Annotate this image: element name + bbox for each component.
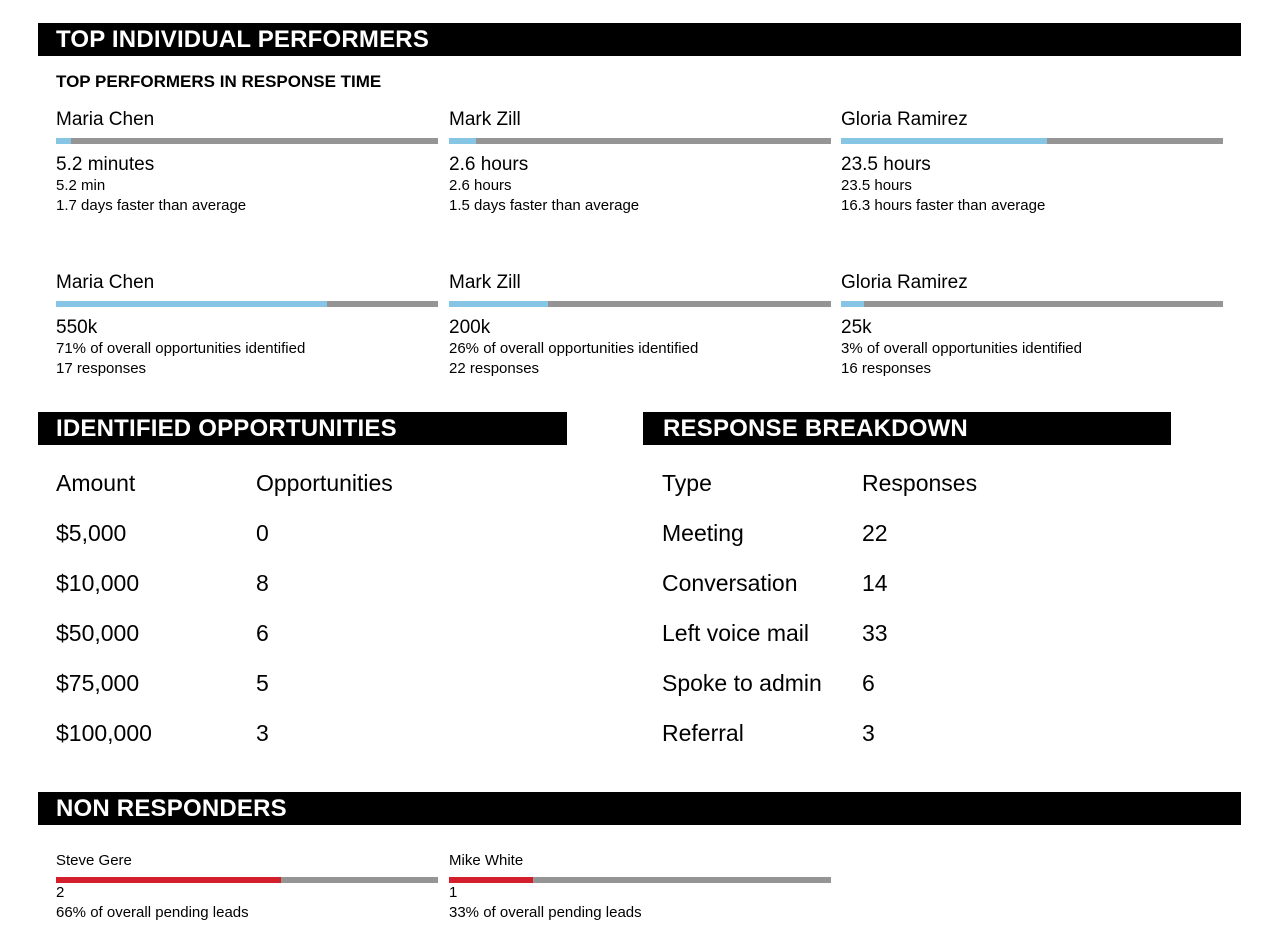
type-cell: Referral	[662, 720, 744, 746]
performer-detail: 71% of overall opportunities identified	[56, 340, 306, 357]
identified-opportunities-header	[38, 412, 567, 445]
performer-detail: 2.6 hours	[449, 177, 512, 194]
response-time-card	[449, 109, 831, 216]
opportunities-card	[56, 272, 438, 379]
performer-detail: 17 responses	[56, 360, 147, 377]
responses-cell: 14	[862, 570, 888, 596]
performer-primary-value: 550k	[56, 317, 98, 338]
amount-cell: $75,000	[56, 670, 140, 696]
non-responder-bar	[449, 877, 831, 883]
column-header-type: Type	[662, 470, 712, 496]
amount-cell: $5,000	[56, 520, 127, 546]
non-responder-bar	[56, 877, 438, 883]
performer-detail: 16 responses	[841, 360, 932, 377]
performer-name: Gloria Ramirez	[841, 272, 968, 293]
performer-detail: 26% of overall opportunities identified	[449, 340, 699, 357]
table-row	[56, 620, 393, 670]
amount-cell: $10,000	[56, 570, 140, 596]
table-row	[56, 670, 393, 720]
table-row	[662, 720, 977, 770]
type-cell: Spoke to admin	[662, 670, 822, 696]
table-row	[662, 620, 977, 670]
responses-cell: 6	[862, 670, 875, 696]
performance-bar	[56, 301, 438, 307]
response-breakdown-header	[643, 412, 1171, 445]
table-row	[662, 570, 977, 620]
performance-bar-fill	[449, 301, 548, 307]
performer-primary-value: 25k	[841, 317, 872, 338]
identified-opportunities-title: IDENTIFIED OPPORTUNITIES	[56, 415, 397, 442]
non-responder-detail: 66% of overall pending leads	[56, 904, 249, 921]
non-responder-name: Mike White	[449, 852, 524, 869]
opportunities-cell: 3	[256, 720, 269, 746]
table-header-row	[662, 470, 977, 520]
performer-primary-value: 2.6 hours	[449, 154, 529, 175]
non-responder-bar-fill	[449, 877, 533, 883]
performer-name: Mark Zill	[449, 109, 521, 130]
performance-bar-fill	[841, 301, 864, 307]
response-breakdown-title: RESPONSE BREAKDOWN	[663, 415, 968, 442]
opportunities-cell: 5	[256, 670, 269, 696]
performer-primary-value: 200k	[449, 317, 491, 338]
table-row	[662, 520, 977, 570]
top-performers-title: TOP INDIVIDUAL PERFORMERS	[56, 26, 430, 53]
type-cell: Conversation	[662, 570, 798, 596]
non-responder-name: Steve Gere	[56, 852, 132, 869]
performance-bar-fill	[449, 138, 476, 144]
performer-detail: 16.3 hours faster than average	[841, 197, 1046, 214]
performer-detail: 1.7 days faster than average	[56, 197, 247, 214]
opportunities-cell: 0	[256, 520, 269, 546]
response-time-subheading: TOP PERFORMERS IN RESPONSE TIME	[56, 72, 382, 91]
performance-bar	[449, 301, 831, 307]
opportunities-card	[449, 272, 831, 379]
non-responder-card	[449, 852, 831, 923]
non-responders-header	[38, 792, 1241, 825]
responses-cell: 33	[862, 620, 888, 646]
table-row	[56, 720, 393, 770]
non-responders-title: NON RESPONDERS	[56, 795, 287, 822]
performer-detail: 1.5 days faster than average	[449, 197, 640, 214]
non-responder-card	[56, 852, 438, 923]
table-row	[56, 520, 393, 570]
type-cell: Left voice mail	[662, 620, 810, 646]
performer-detail: 23.5 hours	[841, 177, 912, 194]
performer-name: Mark Zill	[449, 272, 521, 293]
identified-opportunities-table	[56, 470, 393, 770]
performer-name: Maria Chen	[56, 109, 155, 130]
non-responder-detail: 33% of overall pending leads	[449, 904, 642, 921]
column-header-opportunities: Opportunities	[256, 470, 393, 496]
non-responder-count: 1	[449, 884, 458, 901]
performer-primary-value: 23.5 hours	[841, 154, 931, 175]
type-cell: Meeting	[662, 520, 744, 546]
column-header-responses: Responses	[862, 470, 978, 496]
performer-name: Maria Chen	[56, 272, 155, 293]
performance-bar	[449, 138, 831, 144]
performance-bar-fill	[56, 138, 71, 144]
table-header-row	[56, 470, 393, 520]
responses-cell: 22	[862, 520, 888, 546]
opportunities-cell: 6	[256, 620, 269, 646]
table-row	[662, 670, 977, 720]
opportunities-cell: 8	[256, 570, 269, 596]
response-breakdown-table	[662, 470, 977, 770]
top-performers-header	[38, 23, 1241, 56]
performance-bar	[56, 138, 438, 144]
performer-name: Gloria Ramirez	[841, 109, 968, 130]
amount-cell: $100,000	[56, 720, 152, 746]
performance-bar	[841, 301, 1223, 307]
response-time-card	[56, 109, 438, 216]
opportunities-card	[841, 272, 1223, 379]
performance-bar-fill	[841, 138, 1047, 144]
performer-detail: 3% of overall opportunities identified	[841, 340, 1082, 357]
performer-detail: 5.2 min	[56, 177, 106, 194]
performance-bar	[841, 138, 1223, 144]
amount-cell: $50,000	[56, 620, 140, 646]
responses-cell: 3	[862, 720, 875, 746]
performer-primary-value: 5.2 minutes	[56, 154, 155, 175]
column-header-amount: Amount	[56, 470, 136, 496]
non-responder-bar-fill	[56, 877, 281, 883]
table-row	[56, 570, 393, 620]
performance-bar-fill	[56, 301, 327, 307]
non-responder-count: 2	[56, 884, 65, 901]
response-time-card	[841, 109, 1223, 216]
performer-detail: 22 responses	[449, 360, 540, 377]
